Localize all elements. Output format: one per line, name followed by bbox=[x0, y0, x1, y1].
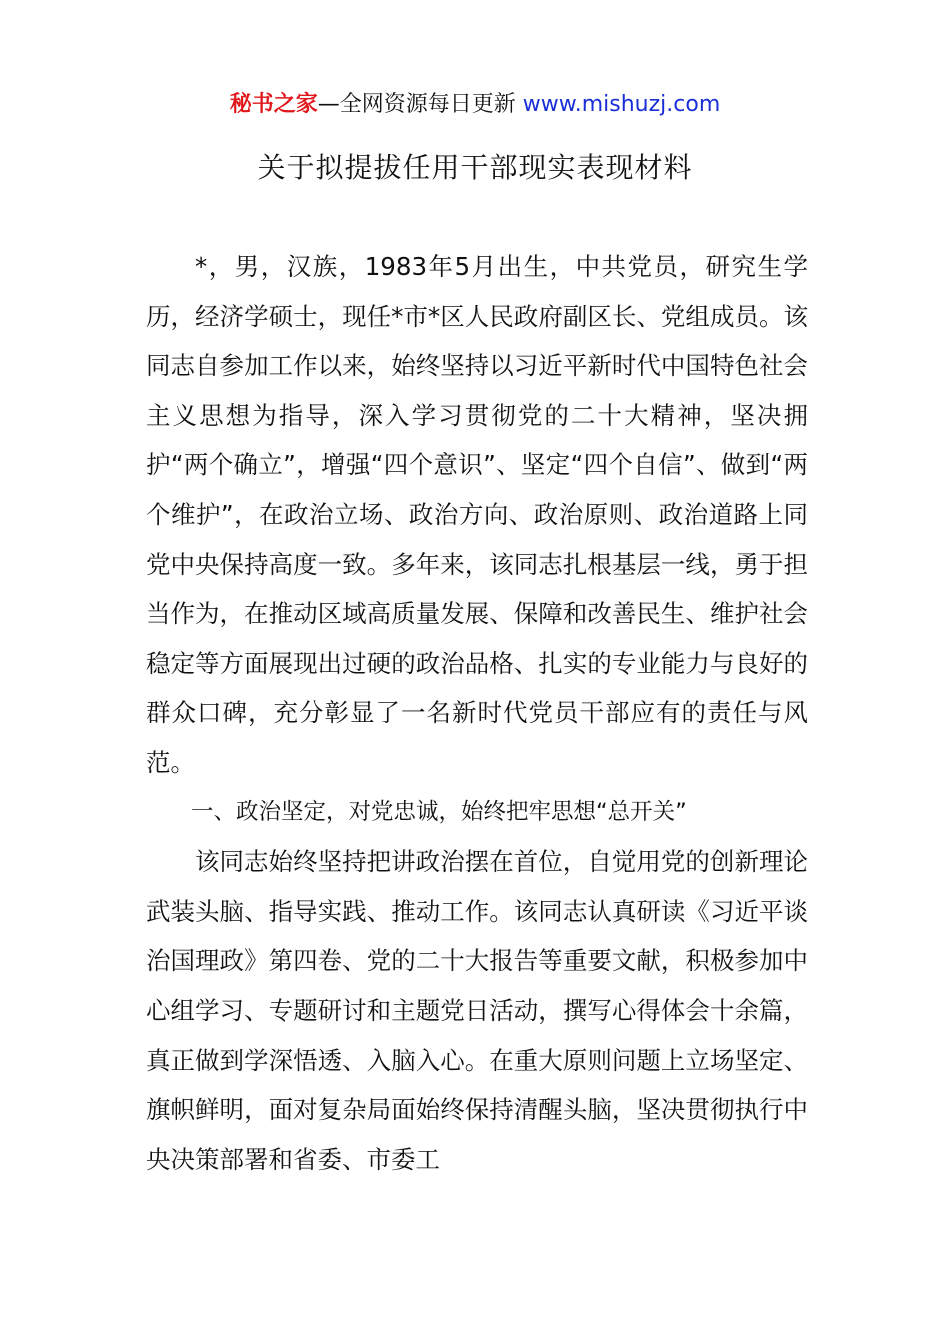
intro-paragraph: *，男，汉族，1983年5月出生，中共党员，研究生学历，经济学硕士，现任*市*区人民政府副区长、党组成员。该同志自参加工作以来，始终坚持以习近平新时代中国特色社会主义思想为指导，深入学习贯彻党的二十大精神，坚决拥护“两个确立”，增强“四个意识”、坚定“四个自信”、做到“两个维护”，在政治立场、政治方向、政治原则、政治道路上同党中央保持高度一致。多年来，该同志扎根基层一线，勇于担当作为，在推动区域高质量发展、保障和改善民生、维护社会稳定等方面展现出过硬的政治品格、扎实的专业能力与良好的群众口碑，充分彰显了一名新时代党员干部应有的责任与风范。 bbox=[146, 252, 808, 777]
section-heading: 一、政治坚定，对党忠诚，始终把牢思想“总开关” bbox=[191, 798, 687, 825]
document-body bbox=[146, 242, 808, 1184]
site-url-link[interactable]: www.mishuzj.com bbox=[522, 92, 721, 117]
document-title: 关于拟提拔任用干部现实表现材料 bbox=[257, 151, 693, 184]
header-tagline: —全网资源每日更新 bbox=[317, 92, 516, 117]
brand-name: 秘书之家 bbox=[229, 92, 318, 117]
body-paragraph: 该同志始终坚持把讲政治摆在首位，自觉用党的创新理论武装头脑、指导实践、推动工作。该同志认真研读《习近平谈治国理政》第四卷、党的二十大报告等重要文献，积极参加中心组学习、专题研讨和主题党日活动，撰写心得体会十余篇，真正做到学深悟透、入脑入心。在重大原则问题上立场坚定、旗帜鲜明，面对复杂局面始终保持清醒头脑，坚决贯彻执行中央决策部署和省委、市委工 bbox=[146, 847, 808, 1174]
watermark-header bbox=[0, 88, 950, 122]
